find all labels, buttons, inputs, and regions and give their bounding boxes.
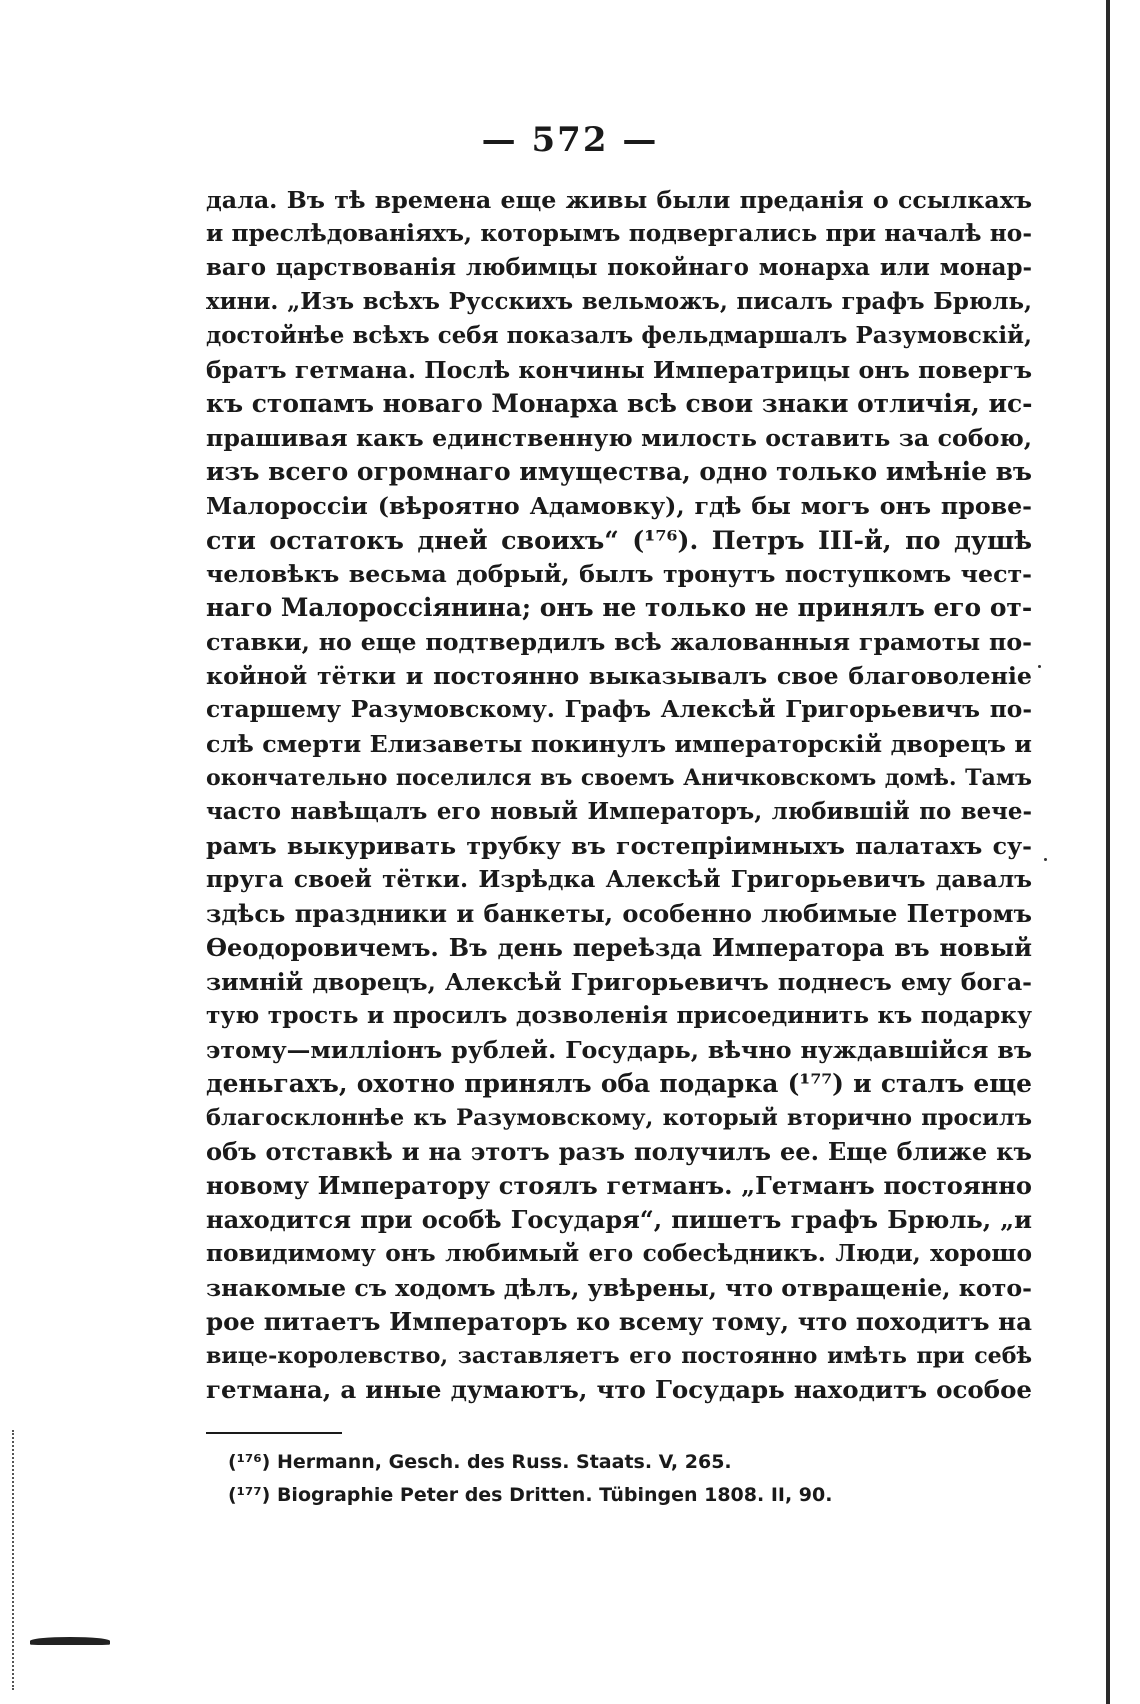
text-line: слѣ смерти Елизаветы покинулъ императорскій дворецъ и [206,730,1032,758]
text-line: пруга своей тётки. Изрѣдка Алексѣй Григорьевичъ давалъ [206,866,1032,893]
text-line: ваго царствованія любимцы покойнаго монарха или монар- [206,254,1032,281]
text-line: старшему Разумовскому. Графъ Алексѣй Григорьевичъ по- [206,696,1032,723]
text-line: здѣсь праздники и банкеты, особенно любимые Петромъ [206,899,1032,928]
text-line: достойнѣе всѣхъ себя показалъ фельдмаршалъ Разумовскій, [206,322,1032,349]
text-line: деньгахъ, охотно принялъ оба подарка (¹⁷⁷) и сталъ еще [206,1069,1032,1098]
text-line: этому—милліонъ рублей. Государь, вѣчно нуждавшійся въ [206,1036,1032,1064]
text-line: и преслѣдованіяхъ, которымъ подвергались при началѣ но- [206,220,1032,247]
text-line: наго Малороссіянина; онъ не только не принялъ его от- [206,593,1032,622]
text-line: повидимому онъ любимый его собесѣдникъ. Люди, хорошо [206,1240,1032,1267]
text-line: койной тётки и постоянно выказывалъ свое благоволеніе [206,662,1032,690]
text-line: часто навѣщалъ его новый Императоръ, любившій по вече- [206,798,1032,825]
text-line: человѣкъ весьма добрый, былъ тронутъ поступкомъ чест- [206,560,1032,588]
text-line: находится при особѣ Государя“, пишетъ графъ Брюль, „и [206,1205,1032,1234]
text-line: новому Императору стоялъ гетманъ. „Гетманъ постоянно [206,1171,1032,1200]
text-line: тую трость и просилъ дозволенія присоединить къ подарку [206,1002,1032,1029]
text-line: дала. Въ тѣ времена еще живы были преданія о ссылкахъ [206,186,1032,214]
footnote-176: (¹⁷⁶) Hermann, Gesch. des Russ. Staats. V, 265. [228,1451,732,1473]
text-line: изъ всего огромнаго имущества, одно только имѣніе въ [206,457,1032,486]
text-line: рое питаетъ Императоръ ко всему тому, что походитъ на [206,1307,1032,1336]
left-margin-marks [12,1430,17,1690]
main-text [206,183,1032,1407]
page-number: — 572 — [481,120,659,160]
text-line: сти остатокъ дней своихъ“ (¹⁷⁶). Петръ III-й, по душѣ [206,525,1032,555]
text-line: рамъ выкуривать трубку въ гостепріимныхъ палатахъ су- [206,832,1032,860]
text-line: окончательно поселился въ своемъ Аничковскомъ домѣ. Тамъ [206,765,1032,791]
text-line: зимній дворецъ, Алексѣй Григорьевичъ поднесъ ему бога- [206,968,1032,996]
text-line: Ѳеодоровичемъ. Въ день переѣзда Императора въ новый [206,933,1032,962]
text-line: знакомые съ ходомъ дѣлъ, увѣрены, что отвращеніе, кото- [206,1274,1032,1302]
text-line: Малороссіи (вѣроятно Адамовку), гдѣ бы могъ онъ прове- [206,492,1032,520]
text-line: прашивая какъ единственную милость оставить за собою, [206,424,1032,452]
text-line: къ стопамъ новаго Монарха всѣ свои знаки отличія, ис- [206,389,1032,418]
margin-speck [1044,858,1047,861]
text-line: объ отставкѣ и на этотъ разъ получилъ ее. Еще ближе къ [206,1137,1032,1166]
left-margin-smudge [30,1637,110,1645]
text-line: братъ гетмана. Послѣ кончины Императрицы онъ повергъ [206,356,1032,384]
text-line: гетмана, а иные думаютъ, что Государь находитъ особое [206,1375,1032,1404]
text-line: хини. „Изъ всѣхъ Русскихъ вельможъ, писалъ графъ Брюль, [206,288,1032,315]
text-line: ставки, но еще подтвердилъ всѣ жалованныя грамоты по- [206,628,1032,656]
text-line: благосклоннѣе къ Разумовскому, который вторично просилъ [206,1105,1032,1131]
footnote-177: (¹⁷⁷) Biographie Peter des Dritten. Tübingen 1808. II, 90. [228,1484,833,1506]
footnote-rule [206,1432,342,1434]
margin-speck [1038,665,1041,668]
text-line: вице-королевство, заставляетъ его постоянно имѣть при себѣ [206,1343,1032,1369]
page-edge-shadow [1106,0,1110,1704]
footnotes [228,1446,928,1512]
